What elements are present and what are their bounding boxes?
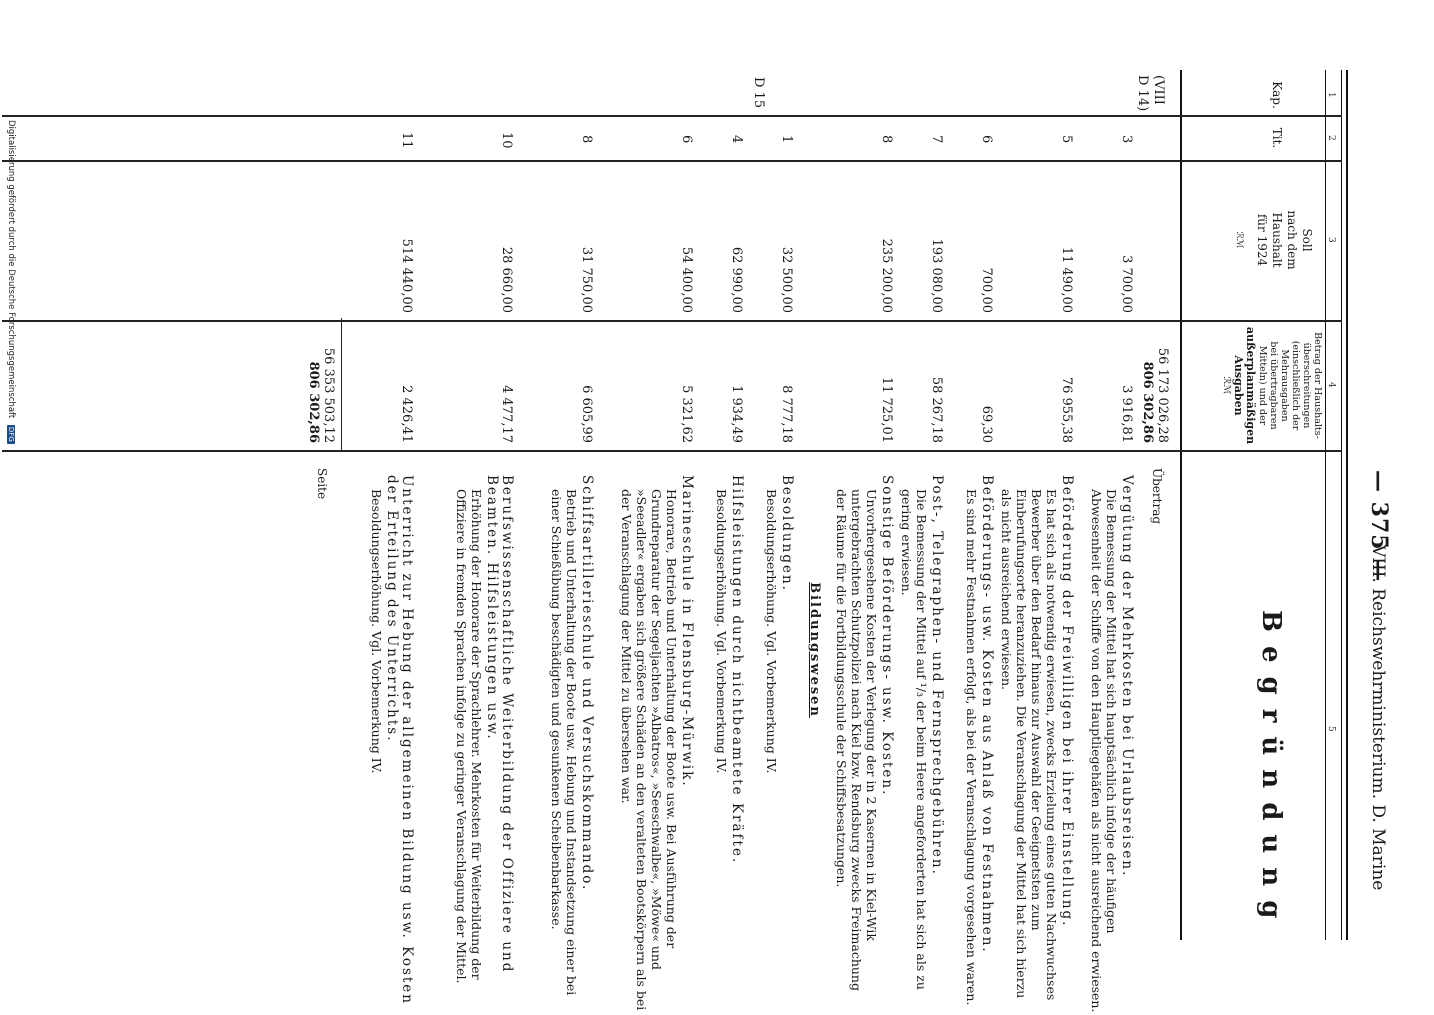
running-head: VIII. Reichswehrministerium. D. Marine [1368,545,1388,891]
header-tit: Tit. [1270,127,1284,149]
top-double-rule [1346,70,1348,940]
uebertrag-value-1: 56 173 026,28 [1155,347,1170,443]
header-bottom-rule [1180,70,1182,940]
top-thin-rule [1341,70,1342,940]
uebertrag-value-2: 806 302,86 [1140,361,1155,443]
document-page: — 375 — VIII. Reichswehrministerium. D. Marine 1 2 3 4 5 Kap. Tit. Soll nach dem Haushalt für 1924 ℛℳ Betrag der Haushalts- überschreitungen (einschließlich der Mehrausgaben bei übertragbaren Mitteln) und der außerplanmäßigen Ausgaben ℛℳ Begründung (VIII D 14) D 15 56 173 026,28 806 302,86 Übertrag 3 3 700,00 3 916,81 Vergütung der Mehrkosten bei Urlaubsreisen. Die Bemessung der Mittel hat sich hauptsächlich infolge der häufigen Abwesenheit der Schiffe von den Hauptliegehäfen als nicht ausreichend erwiesen. 5 11 490,00 76 955,38 Beförderung der Freiwilligen bei ihrer Einstellung. Es hat sich als notwendig erwiesen, zwecks Erzielung eines guten Nachwuchses Bewerber über den Bedarf hinaus zur Auswahl der Geeignetsten zum Einberufungsorte heranzuziehen. Die Veranschlagung der Mittel hat sich hierzu als nicht ausreichend erwiesen. 6 700,00 69,30 Beförderungs- usw. Kosten aus Anlaß von Festnahmen. Es sind mehr Festnahmen erfolgt, als bei der Veranschlagung vorgesehen waren. 7 193 080,00 58 267,18 Post-, Telegraphen- und Fernsprechgebühren. Die Bemessung der Mittel auf ¹/₃ der beim Heere angeforderten hat sich als zu gering erwiesen. 8 235 200,00 11 725,01 Sonstige Beförderungs- usw. Kosten. Unvorhergesehene Kosten der Verlegung der in 2 Kasernen in Kiel-Wik untergebrachten Schutzpolizei nach Kiel bzw. Rendsburg zwecks Freimachung der Räume für die Fortbildungsschule der Schiffsbesatzungen. Bildungswesen 1 32 500,00 8 777,18 Besoldungen. Besoldungserhöhung. Vgl. Vorbemerkung IV. 4 62 990,00 1 934,49 Hilfsleistungen durch nichtbeamtete Kräfte. Besoldungserhöhung. Vgl. Vorbemerkung IV. 6 54 400,00 5 321,62 Marineschule in Flensburg-Mürwik. Honorare, Betrieb und Unterhaltung der Boote usw. Bei Ausführung der Grundreparatur der Segeljachten »Albatros«, »Seeschwalbe«, »Möwe« und »Seeadler« ergaben sich größere Schäden an den veralteten Bootskörpern als bei der Veranschlagung der Mittel zu übersehen war. 8 31 750,00 6 605,99 Schiffsartillerieschule und Versuchskommando. Betrieb und Unterhaltung der Boote usw. Hebung und Instandsetzung einer bei einer Schießübung beschädigten und gesunkenen Scheibenbarkasse. 10 28 660,00 4 477,17 Berufswissenschaftliche Weiterbildung der Offiziere und Beamten. Hilfsleistungen usw. Erhöhung der Honorare der Sprachlehrer. Mehrkosten für Weiterbildung der Offiziere in fremden Sprachen infolge zu geringer Veranschlagung der Mittel. 11 514 440,00 2 426,41 Unterricht zur Hebung der allgemeinen Bildung usw. Kosten der Erteilung des Unterrichts. Besoldungserhöhung. Vgl. Vorbemerkung IV. 56 353 503,12 806 302,86 Seite Digitalisierung gefördert durch die Deutsche Forschungsgemeinschaft DFG [0,0,1434,1000]
header-betrag: Betrag der Haushalts- überschreitungen (einschließlich der Mehrausgaben bei übertragbaren Mitteln) und der außerplanmäßigen Ausgaben ℛℳ [1221,326,1323,445]
seite-value-1: 56 353 503,12 [321,347,336,443]
col-rule-1 [2,115,1342,117]
column-number-rule [1325,70,1326,940]
page-number: — 375 — [1366,470,1392,583]
col-rule-4 [2,450,1342,452]
colnum-1: 1 [1326,92,1336,98]
digitization-note: Digitalisierung gefördert durch die Deutsche Forschungsgemeinschaft DFG [6,120,16,442]
seite-value-2: 806 302,86 [306,361,321,443]
dfg-logo-icon: DFG [7,426,15,442]
uebertrag-label: Übertrag [1150,468,1164,525]
kap-viii: (VIII [1151,75,1166,105]
seite-label: Seite [315,468,329,500]
col-rule-2 [2,160,1342,162]
colnum-2: 2 [1326,135,1336,141]
colnum-4: 4 [1326,382,1336,388]
col-rule-3 [2,320,1342,322]
colnum-5: 5 [1326,726,1336,732]
colnum-3: 3 [1326,237,1336,243]
section-heading-bildungswesen: Bildungswesen [807,582,822,718]
seite-rule [341,318,342,450]
page-header [1354,0,1394,1000]
header-soll: Soll nach dem Haushalt für 1924 ℛℳ [1234,210,1314,270]
header-kap: Kap. [1270,81,1284,109]
kap-d14: D 14) [1135,75,1150,112]
header-begruendung: Begründung [1256,610,1286,933]
kap-d15: D 15 [751,77,766,109]
